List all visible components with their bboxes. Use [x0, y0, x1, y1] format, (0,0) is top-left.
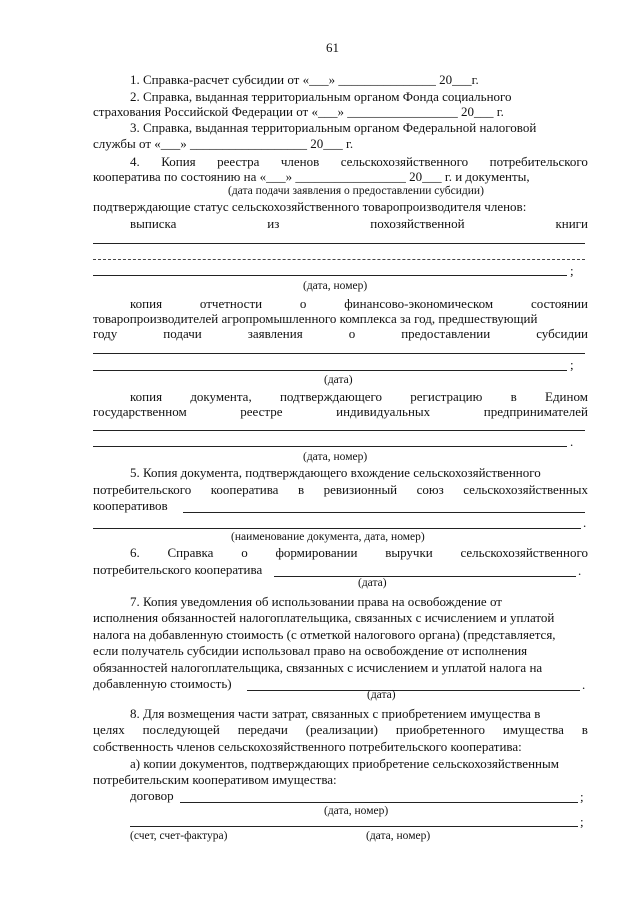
word: копия — [130, 389, 163, 404]
word: 6. — [130, 545, 140, 560]
extract-line — [130, 216, 588, 231]
item-1: 1. Справка-расчет субсидии от «___» _______________ 20___г. — [130, 72, 479, 87]
word: выписка — [130, 216, 177, 231]
report-semicolon: ; — [570, 357, 574, 372]
egrip-caption: (дата, номер) — [303, 451, 368, 463]
word: имущества — [502, 722, 564, 737]
word: регистрацию — [410, 389, 483, 404]
item-5-line-1: 5. Копия документа, подтверждающего вхождение сельскохозяйственного — [130, 465, 541, 480]
word: ревизионный — [323, 482, 398, 497]
item-5-caption: (наименование документа, дата, номер) — [231, 531, 425, 543]
word: Копия — [161, 154, 196, 169]
word: предоставлении — [401, 326, 491, 341]
word: кооператива — [210, 482, 279, 497]
word: сельскохозяйственного — [340, 154, 469, 169]
word: субсидии — [536, 326, 588, 341]
item-4-line-2: кооператива по состоянию на «___» _________________ 20___ г. и документы, — [93, 169, 530, 184]
word: формировании — [275, 545, 358, 560]
item-7-line-2: исполнения обязанностей налогоплательщика, связанных с исчислением и уплатой — [93, 610, 555, 625]
item-8-line-1: 8. Для возмещения части затрат, связанных с приобретением имущества в — [130, 706, 541, 721]
word: отчетности — [199, 296, 263, 311]
word: подтверждающего — [279, 389, 383, 404]
contract-semicolon: ; — [580, 789, 584, 804]
item-8a-line-1: а) копии документов, подтверждающих приобретение сельскохозяйственным — [130, 756, 559, 771]
invoice-semicolon: ; — [580, 814, 584, 829]
extract-semicolon: ; — [570, 263, 574, 278]
item-8-line-3: собственность членов сельскохозяйственного потребительского кооператива: — [93, 739, 522, 754]
egrip-dot: . — [570, 434, 574, 449]
item-4-line-3: подтверждающие статус сельскохозяйственного товаропроизводителя членов: — [93, 199, 527, 214]
blank-line — [93, 259, 585, 260]
word: индивидуальных — [336, 404, 431, 419]
word: 4. — [130, 154, 140, 169]
item-7-caption: (дата) — [367, 689, 396, 701]
item-2-line-2: страхования Российской Федерации от «___» _________________ 20___ г. — [93, 104, 504, 119]
word: похозяйственной — [370, 216, 465, 231]
blank-line — [93, 353, 585, 354]
item-6-line-2: потребительского кооператива — [93, 562, 263, 577]
word: состоянии — [530, 296, 588, 311]
word: о — [299, 296, 307, 311]
item-8-line-2 — [93, 722, 588, 737]
item-5-dot: . — [583, 515, 587, 530]
item-7-line-1: 7. Копия уведомления об использовании права на освобождение от — [130, 594, 502, 609]
word: документа, — [190, 389, 252, 404]
word: о — [348, 326, 356, 341]
egrip-line-2 — [93, 404, 588, 419]
word: передачи — [237, 722, 288, 737]
blank-line — [130, 826, 578, 827]
item-3-line-1: 3. Справка, выданная территориальным органом Федеральной налоговой — [130, 120, 537, 135]
word: книги — [555, 216, 588, 231]
word: членов — [280, 154, 320, 169]
contract-caption: (дата, номер) — [324, 805, 389, 817]
word: заявления — [247, 326, 303, 341]
blank-line — [183, 512, 585, 513]
blank-line — [93, 446, 567, 447]
word: целях — [93, 722, 125, 737]
word: о — [241, 545, 248, 560]
item-7-line-4: если получатель субсидии использовал право на освобождение от исполнения — [93, 643, 528, 658]
item-4-line-1 — [130, 154, 588, 169]
word: копия — [130, 296, 163, 311]
item-6-dot: . — [578, 563, 582, 578]
item-6-caption: (дата) — [358, 577, 387, 589]
report-line-1 — [130, 296, 588, 311]
item-8a-line-2: потребительским кооперативом имущества: — [93, 772, 337, 787]
word: реестре — [240, 404, 283, 419]
blank-line — [93, 243, 585, 244]
item-4-caption: (дата подачи заявления о предоставлении субсидии) — [228, 185, 484, 197]
blank-line — [93, 275, 567, 276]
blank-line — [93, 528, 581, 529]
blank-line — [180, 802, 578, 803]
report-line-3 — [93, 326, 588, 341]
word: в — [581, 722, 588, 737]
item-3-line-2: службы от «___» __________________ 20___ г. — [93, 136, 354, 151]
word: из — [267, 216, 280, 231]
blank-line — [274, 576, 576, 577]
word: потребительского — [93, 482, 192, 497]
word: финансово-экономическом — [344, 296, 494, 311]
word: в — [510, 389, 517, 404]
word: Едином — [545, 389, 588, 404]
word: союз — [416, 482, 444, 497]
blank-line — [247, 690, 580, 691]
blank-line — [93, 430, 585, 431]
item-7-line-6: добавленную стоимость) — [93, 676, 232, 691]
item-7-line-5: обязанностей налогоплательщика, связанных с исчислением и уплатой налога на — [93, 660, 543, 675]
invoice-caption: (счет, счет-фактура) — [130, 830, 228, 842]
item-6-line-1 — [130, 545, 588, 560]
page-number: 61 — [326, 40, 339, 55]
extract-caption: (дата, номер) — [303, 280, 368, 292]
blank-line — [93, 370, 567, 371]
report-caption: (дата) — [324, 374, 353, 386]
word: государственном — [93, 404, 187, 419]
word: сельскохозяйственных — [463, 482, 588, 497]
item-7-dot: . — [582, 677, 586, 692]
word: в — [297, 482, 305, 497]
item-2-line-1: 2. Справка, выданная территориальным органом Фонда социального — [130, 89, 512, 104]
word: предпринимателей — [483, 404, 588, 419]
contract-label: договор — [130, 788, 174, 803]
word: последующей — [142, 722, 220, 737]
word: выручки — [385, 545, 433, 560]
egrip-line-1 — [130, 389, 588, 404]
word: подачи — [163, 326, 202, 341]
report-line-2: товаропроизводителей агропромышленного комплекса за год, предшествующий — [93, 311, 538, 326]
invoice-date-caption: (дата, номер) — [366, 830, 431, 842]
word: реестра — [217, 154, 260, 169]
word: потребительского — [489, 154, 588, 169]
word: году — [93, 326, 118, 341]
item-5-line-2 — [93, 482, 588, 497]
word: (реализации) — [305, 722, 378, 737]
word: сельскохозяйственного — [460, 545, 588, 560]
word: приобретенного — [395, 722, 486, 737]
item-5-line-3: кооперативов — [93, 498, 168, 513]
item-7-line-3: налога на добавленную стоимость (с отметкой налогового органа) (представляется, — [93, 627, 556, 642]
word: Справка — [167, 545, 214, 560]
